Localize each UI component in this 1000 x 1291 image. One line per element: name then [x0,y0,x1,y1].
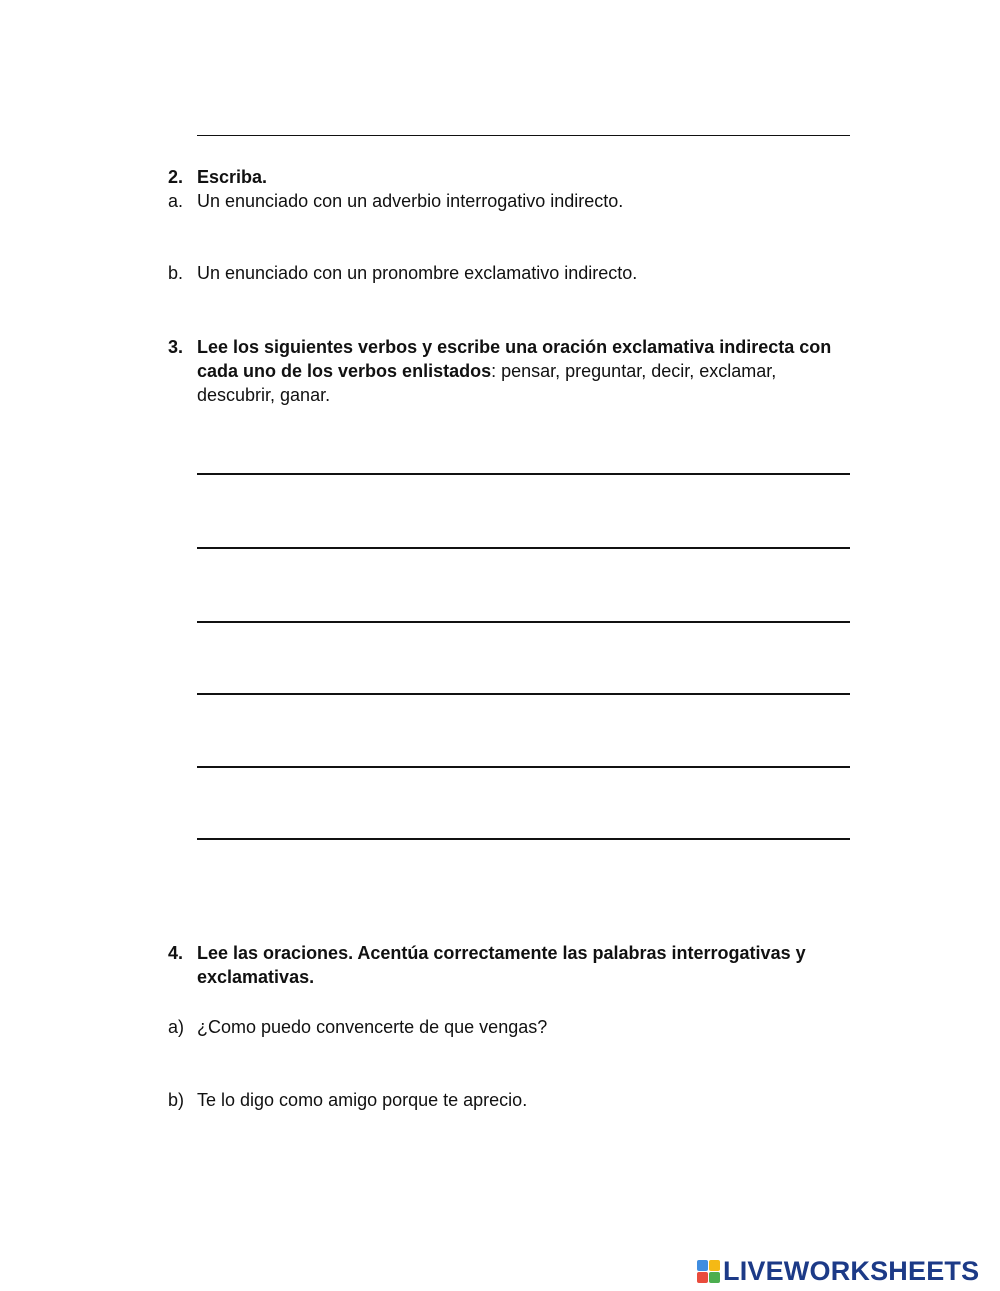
answer-line-3[interactable] [197,621,850,623]
q3-prompt-rest: : pensar, preguntar, decir, exclamar, descubrir, ganar. [197,361,777,405]
q4-item-a-marker: a) [168,1017,185,1037]
q3-prompt-bold: Lee los siguientes verbos y escribe una oración exclamativa indirecta con cada uno de los verbos enlistados [197,337,832,381]
q2-item-b-marker: b. [168,263,184,283]
q2-item-a-marker: a. [168,191,184,211]
q3-prompt [197,335,857,407]
answer-line-1[interactable] [197,473,850,475]
liveworksheets-logo[interactable] [697,1255,979,1287]
q4-title: Lee las oraciones. Acentúa correctamente las palabras interrogativas y exclamativas. [197,943,806,987]
q2-title: Escriba. [197,167,268,187]
q4-item-b-marker: b) [168,1090,185,1110]
answer-line-4[interactable] [197,693,850,695]
liveworksheets-logo-text: LIVEWORKSHEETS [723,1256,980,1286]
q2-item-b-text: Un enunciado con un pronombre exclamativo indirecto. [197,263,638,283]
logo-square-green [709,1272,720,1283]
q4-item-b-text: Te lo digo como amigo porque te aprecio. [197,1090,528,1110]
liveworksheets-logo-icon [697,1260,720,1283]
answer-line-2[interactable] [197,547,850,549]
logo-square-red [697,1272,708,1283]
q4-number: 4. [168,943,184,963]
logo-square-blue [697,1260,708,1271]
q2-number: 2. [168,167,184,187]
answer-line-5[interactable] [197,766,850,768]
q4-item-a-text: ¿Como puedo convencerte de que vengas? [197,1017,548,1037]
answer-line-top[interactable] [197,135,850,136]
logo-square-yellow [709,1260,720,1271]
q3-number: 3. [168,337,184,357]
q2-item-a-text: Un enunciado con un adverbio interrogativo indirecto. [197,191,624,211]
answer-line-6[interactable] [197,838,850,840]
